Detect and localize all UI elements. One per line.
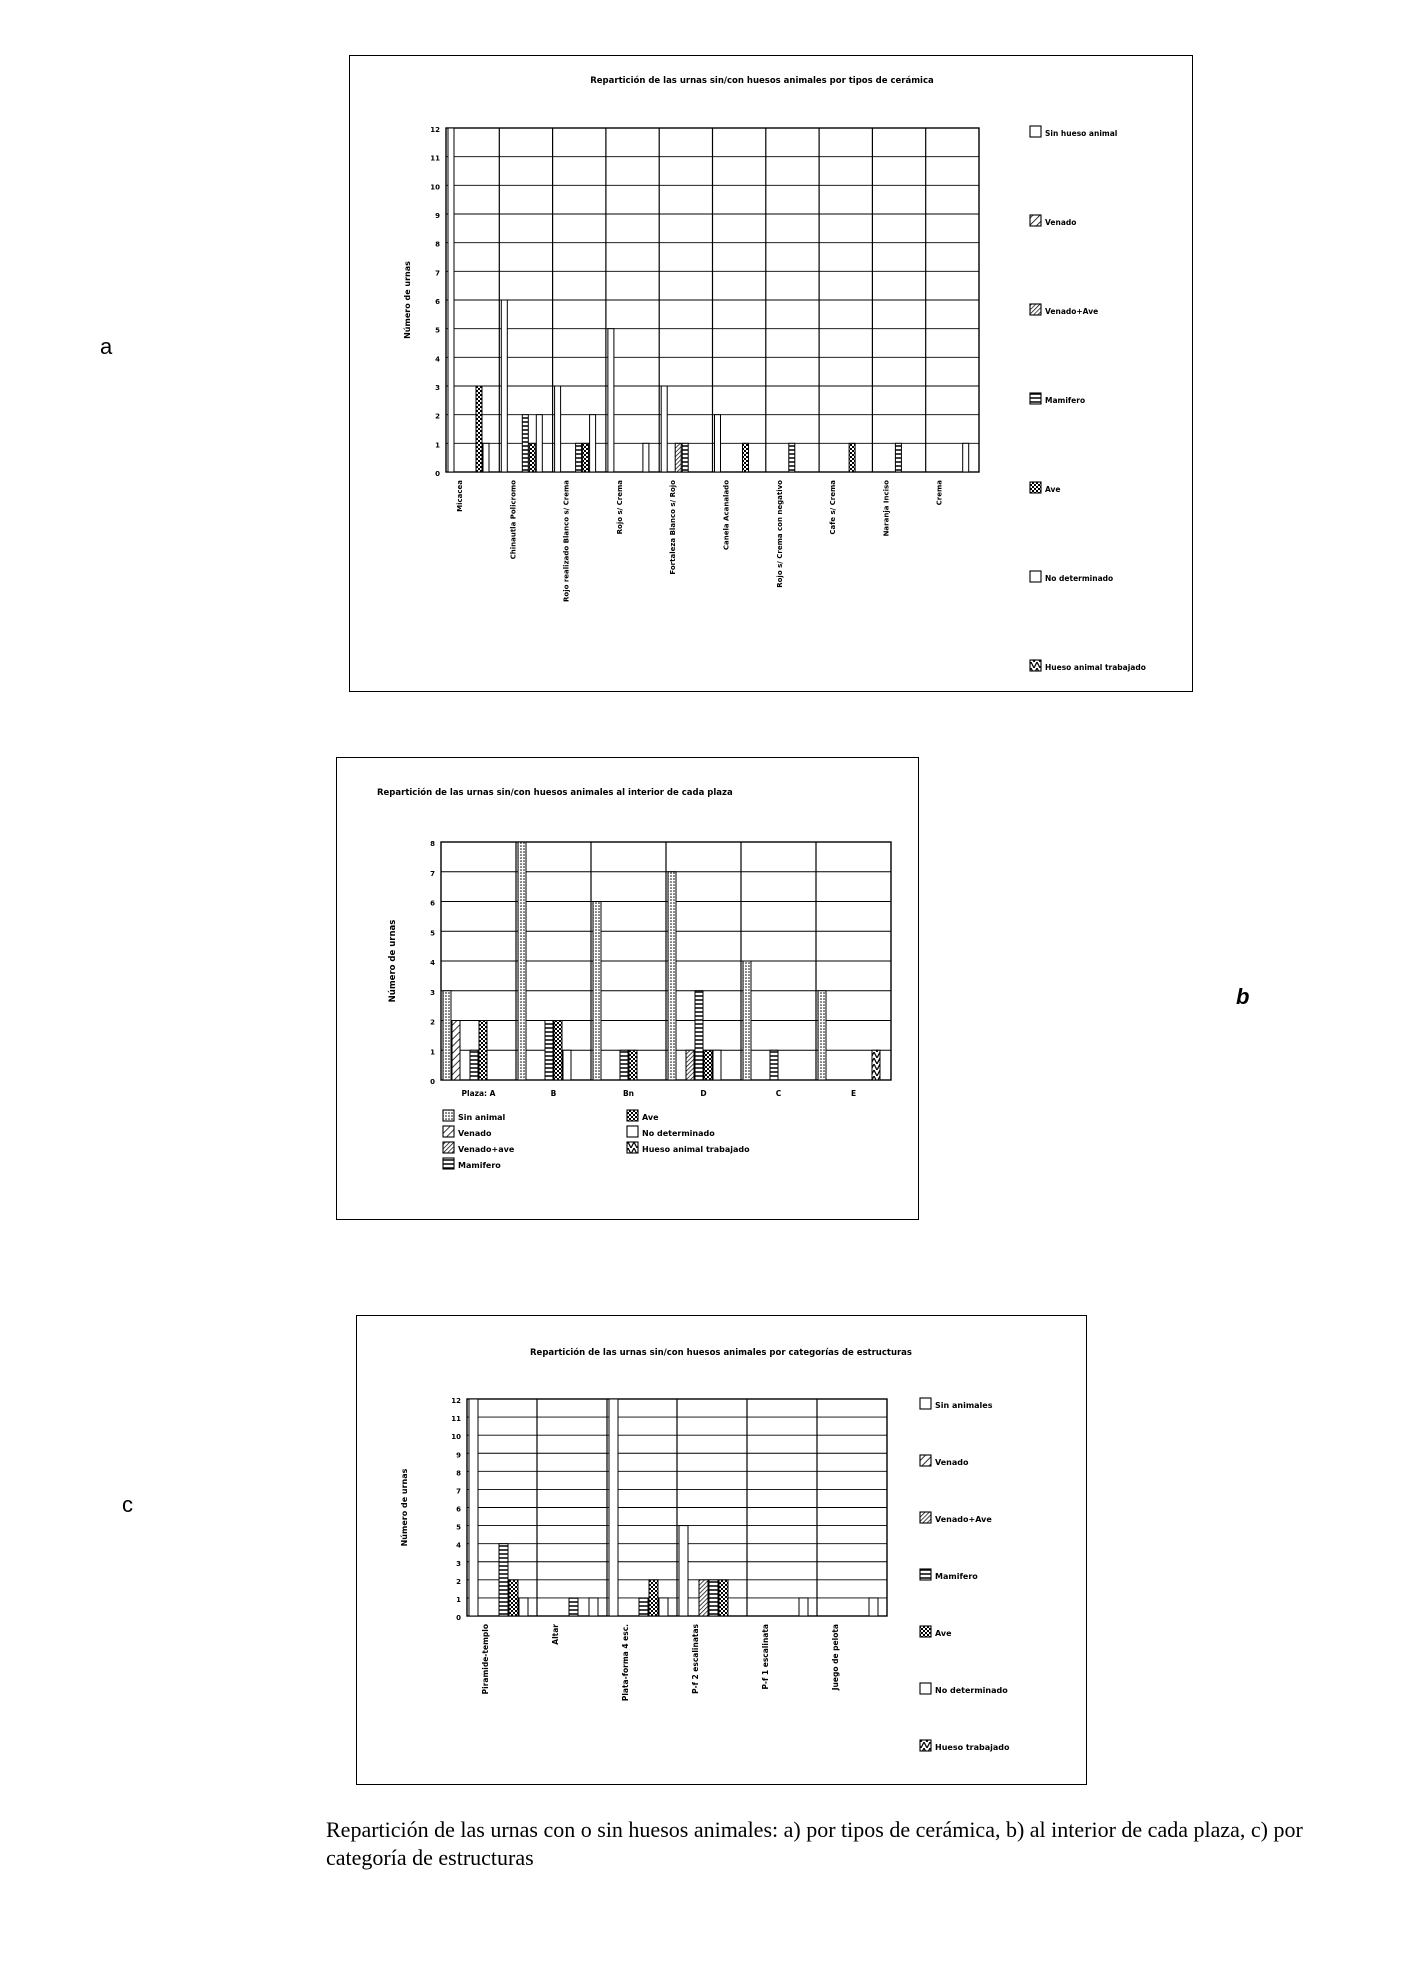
y-tick-label: 2 <box>430 1018 435 1027</box>
legend-swatch <box>920 1683 931 1694</box>
legend-swatch <box>1030 571 1041 582</box>
bar <box>470 1050 478 1080</box>
x-tick-label: Rojo s/ Crema <box>615 480 624 535</box>
y-tick-label: 1 <box>456 1595 461 1604</box>
y-tick-label: 9 <box>435 212 440 220</box>
x-tick-label: Rojo realizado Blanco s/ Crema <box>562 480 571 602</box>
legend-swatch <box>920 1398 931 1409</box>
y-tick-label: 4 <box>435 355 440 364</box>
chart-frame-c <box>356 1315 1087 1785</box>
legend-label: No determinado <box>1045 574 1114 583</box>
bar <box>713 1050 721 1080</box>
bar <box>483 443 489 472</box>
chart-a <box>350 56 1191 690</box>
legend-label: Sin animal <box>458 1113 506 1122</box>
legend-swatch <box>443 1126 454 1137</box>
bar <box>563 1050 571 1080</box>
x-tick-label: Cafe s/ Crema <box>829 480 838 535</box>
x-tick-label: Micacea <box>455 480 464 512</box>
legend-swatch <box>920 1740 931 1751</box>
bar <box>590 415 596 472</box>
legend-label: Sin hueso animal <box>1045 129 1118 138</box>
chart-title: Repartición de las urnas sin/con huesos animales al interior de cada plaza <box>377 788 733 798</box>
panel-letter-c: c <box>122 1492 133 1517</box>
y-tick-label: 11 <box>451 1415 461 1424</box>
bar <box>555 386 561 472</box>
y-tick-label: 7 <box>456 1487 461 1496</box>
bar <box>476 386 482 472</box>
y-tick-label: 5 <box>430 929 435 938</box>
legend-swatch <box>627 1126 638 1137</box>
bar <box>576 443 582 472</box>
bar <box>818 991 826 1080</box>
legend-label: Venado <box>935 1458 969 1467</box>
chart-title: Repartición de las urnas sin/con huesos animales por tipos de cerámica <box>590 76 934 86</box>
y-tick-label: 0 <box>430 1078 435 1086</box>
bar <box>715 415 721 472</box>
bar <box>522 415 528 472</box>
bar <box>963 443 969 472</box>
x-tick-label: Juego de pelota <box>831 1624 840 1691</box>
x-tick-label: P-f 1 escalinata <box>761 1624 770 1690</box>
bar <box>443 991 451 1080</box>
legend-swatch <box>627 1142 638 1153</box>
legend-swatch <box>1030 393 1041 404</box>
bar <box>675 443 681 472</box>
legend-label: Venado <box>1045 218 1077 227</box>
bar <box>509 1580 518 1616</box>
bar <box>448 128 454 472</box>
x-tick-label: Chinautla Policromo <box>509 480 518 560</box>
bar <box>529 443 535 472</box>
legend-label: Hueso trabajado <box>935 1743 1010 1752</box>
x-tick-label: Rojo s/ Crema con negativo <box>775 480 784 588</box>
legend-swatch <box>443 1110 454 1121</box>
y-tick-label: 0 <box>435 470 440 478</box>
bar <box>849 443 855 472</box>
bar <box>872 1050 880 1080</box>
bar <box>743 443 749 472</box>
legend-label: Ave <box>1045 485 1061 494</box>
legend-swatch <box>443 1158 454 1169</box>
bar <box>743 961 751 1080</box>
legend-label: Ave <box>642 1113 659 1122</box>
y-tick-label: 6 <box>435 298 440 306</box>
bar <box>704 1050 712 1080</box>
legend-label: Ave <box>935 1629 952 1638</box>
legend-swatch <box>1030 215 1041 226</box>
bar <box>659 1598 668 1616</box>
legend-label: Mamifero <box>1045 396 1086 405</box>
chart-frame-a <box>349 55 1193 692</box>
y-tick-label: 1 <box>435 441 440 450</box>
legend-label: Venado+Ave <box>1045 307 1099 316</box>
legend-label: Sin animales <box>935 1401 993 1410</box>
bar <box>479 1021 487 1081</box>
x-tick-label: Naranja Inciso <box>882 480 891 537</box>
bar <box>499 1544 508 1616</box>
legend-label: No determinado <box>935 1686 1008 1695</box>
y-tick-label: 6 <box>430 899 435 908</box>
bar <box>608 329 614 472</box>
bar <box>649 1580 658 1616</box>
figure-caption: Repartición de las urnas con o sin huesos animales: a) por tipos de cerámica, b) al interior de cada plaza, c) por categoría de estructuras <box>326 1817 1303 1870</box>
bar <box>589 1598 598 1616</box>
y-tick-label: 8 <box>430 840 435 848</box>
bar <box>895 443 901 472</box>
y-tick-label: 5 <box>435 326 440 335</box>
y-tick-label: 10 <box>451 1433 461 1442</box>
bar <box>869 1598 878 1616</box>
bar <box>679 1526 688 1616</box>
y-tick-label: 1 <box>430 1048 435 1057</box>
bar <box>668 872 676 1080</box>
legend-label: Hueso animal trabajado <box>642 1145 750 1154</box>
bar <box>709 1580 718 1616</box>
bar <box>593 902 601 1081</box>
bar <box>554 1021 562 1081</box>
x-tick-label: B <box>550 1089 557 1098</box>
legend-label: Venado+ave <box>458 1145 515 1154</box>
bar <box>469 1399 478 1616</box>
y-tick-label: 11 <box>430 154 440 163</box>
y-tick-label: 5 <box>456 1523 461 1532</box>
y-tick-label: 3 <box>430 988 435 997</box>
bar <box>536 415 542 472</box>
bar <box>789 443 795 472</box>
y-tick-label: 8 <box>456 1469 461 1478</box>
y-tick-label: 2 <box>456 1577 461 1586</box>
y-tick-label: 10 <box>430 183 440 192</box>
chart-c <box>357 1316 1085 1783</box>
chart-title: Repartición de las urnas sin/con huesos animales por categorías de estructuras <box>530 1348 912 1358</box>
legend-label: Venado <box>458 1129 492 1138</box>
x-tick-label: Crema <box>935 480 944 506</box>
bar <box>643 443 649 472</box>
legend-label: No determinado <box>642 1129 715 1138</box>
legend-swatch <box>1030 304 1041 315</box>
panel-letter-b: b <box>1236 984 1250 1009</box>
bar <box>609 1399 618 1616</box>
legend-swatch <box>1030 660 1041 671</box>
legend-swatch <box>920 1626 931 1637</box>
legend-label: Mamifero <box>458 1161 501 1170</box>
y-tick-label: 7 <box>430 869 435 878</box>
legend-label: Hueso animal trabajado <box>1045 663 1146 672</box>
bar <box>452 1021 460 1081</box>
y-tick-label: 4 <box>430 959 435 967</box>
y-axis-label: Número de urnas <box>403 261 412 339</box>
y-tick-label: 0 <box>456 1614 461 1622</box>
bar <box>639 1598 648 1616</box>
y-tick-label: 12 <box>451 1397 461 1405</box>
panel-letter-a: a <box>100 334 113 359</box>
chart-b <box>337 758 917 1218</box>
legend-swatch <box>920 1512 931 1523</box>
x-tick-label: Altar <box>551 1624 560 1645</box>
legend-swatch <box>443 1142 454 1153</box>
x-tick-label: Canela Acanalado <box>722 480 731 551</box>
y-tick-label: 6 <box>456 1505 461 1514</box>
y-tick-label: 4 <box>456 1541 461 1550</box>
bar <box>661 386 667 472</box>
bar <box>770 1050 778 1080</box>
bar <box>583 443 589 472</box>
bar <box>519 1598 528 1616</box>
x-tick-label: D <box>700 1089 707 1098</box>
x-tick-label: E <box>850 1089 857 1098</box>
legend-swatch <box>920 1569 931 1580</box>
bar <box>699 1580 708 1616</box>
y-tick-label: 3 <box>435 384 440 392</box>
y-tick-label: 2 <box>435 412 440 421</box>
y-axis-label: Número de urnas <box>388 919 398 1003</box>
legend-swatch <box>1030 126 1041 137</box>
legend-swatch <box>627 1110 638 1121</box>
legend-label: Venado+Ave <box>935 1515 992 1524</box>
x-tick-label: Piramide-templo <box>481 1624 490 1695</box>
y-tick-label: 9 <box>456 1451 461 1460</box>
bar <box>695 991 703 1080</box>
bar <box>629 1050 637 1080</box>
y-tick-label: 7 <box>435 269 440 278</box>
y-tick-label: 3 <box>456 1559 461 1568</box>
y-tick-label: 8 <box>435 240 440 249</box>
legend-swatch <box>1030 482 1041 493</box>
x-tick-label: Plaza: A <box>461 1089 496 1098</box>
bar <box>518 842 526 1080</box>
chart-frame-b <box>336 757 919 1220</box>
y-tick-label: 12 <box>430 126 440 134</box>
legend-swatch <box>920 1455 931 1466</box>
bar <box>569 1598 578 1616</box>
bar <box>682 443 688 472</box>
bar <box>719 1580 728 1616</box>
y-axis-label: Número de urnas <box>400 1468 409 1547</box>
bar <box>686 1050 694 1080</box>
x-tick-label: Bn <box>622 1089 635 1098</box>
x-tick-label: Plata-forma 4 esc. <box>621 1624 630 1702</box>
x-tick-label: C <box>775 1089 782 1098</box>
bar <box>545 1021 553 1081</box>
bar <box>799 1598 808 1616</box>
legend-label: Mamifero <box>935 1572 978 1581</box>
x-tick-label: P-f 2 escalinatas <box>691 1624 700 1694</box>
bar <box>620 1050 628 1080</box>
x-tick-label: Fortaleza Blanco s/ Rojo <box>669 480 678 575</box>
bar <box>501 300 507 472</box>
